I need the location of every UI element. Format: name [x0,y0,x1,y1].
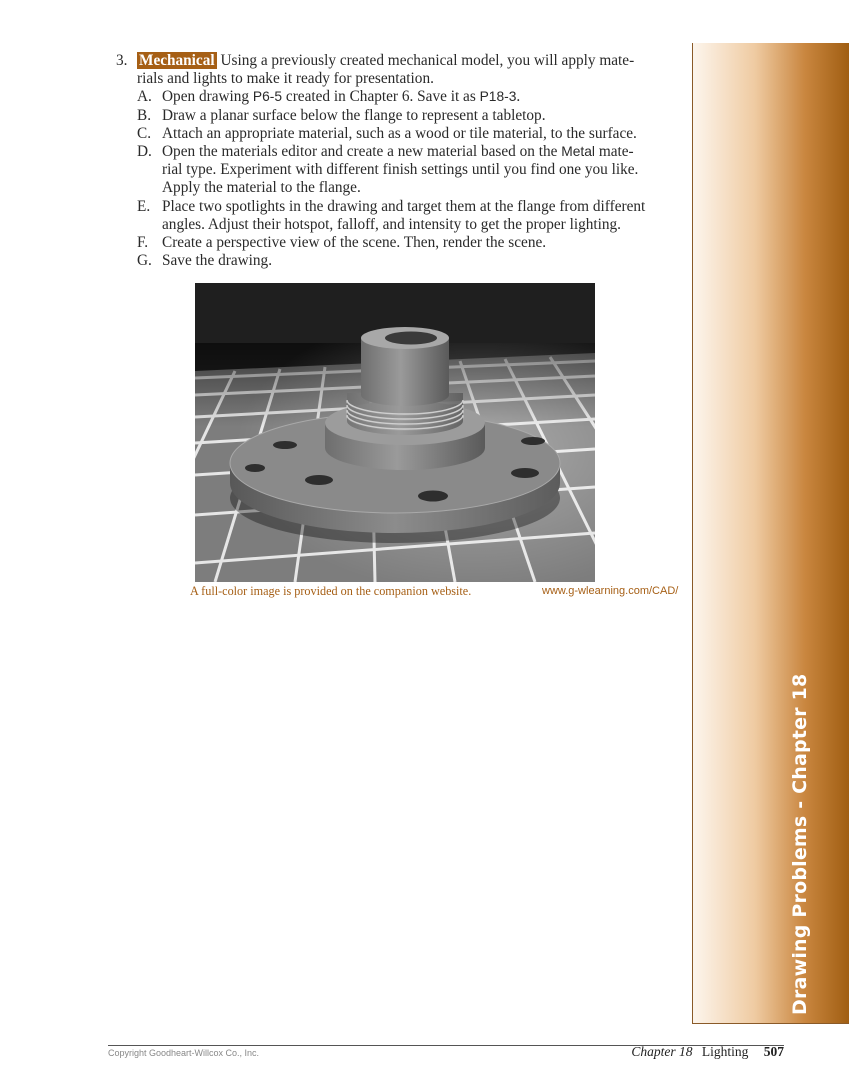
step-line [116,198,684,216]
step-letter: A. [137,88,152,106]
step-line [116,107,684,125]
step-letter: D. [137,143,152,161]
step-letter: F. [137,234,149,252]
step-line [116,252,684,270]
problem-intro-line-2 [116,70,684,88]
flange-render-illustration [195,283,595,582]
side-tab-bottom-border [692,1023,849,1024]
step-text: Attach an appropriate material, such as a wood or tile material, to the surface. [162,124,637,142]
step-text: Save the drawing. [162,252,273,270]
filename-text: Metal [561,144,595,160]
step-text: Draw a planar surface below the flange to represent a tabletop. [162,106,546,124]
step-line [116,179,684,197]
companion-website-link[interactable]: www.g-wlearning.com/CAD/ [542,585,679,597]
figure-caption: A full-color image is provided on the companion website. [190,584,472,598]
side-tab-title: Drawing Problems - Chapter 18 [789,673,811,1015]
rendered-flange-image [195,283,595,582]
category-badge: Mechanical [139,52,215,69]
chapter-side-tab [692,43,849,1024]
step-letter: E. [137,197,151,215]
page-folio [631,1044,784,1060]
folio-topic: Lighting [701,1044,749,1059]
step-text: Create a perspective view of the scene. Then, render the scene. [162,234,547,252]
step-letter: B. [137,106,152,124]
step-line [116,161,684,179]
step-line [116,143,684,161]
step-text: created in Chapter 6. Save it as [282,88,480,106]
step-line [116,216,684,234]
step-text: Open the materials editor and create a new material based on the [162,143,562,161]
step-text: mate- [595,143,634,161]
step-text: angles. Adjust their hotspot, falloff, and intensity to get the proper lighting. [162,215,621,233]
problem-number: 3. [116,52,128,69]
step-list [116,88,684,270]
step-text: Place two spotlights in the drawing and target them at the flange from different [162,197,646,215]
side-tab-border [692,43,693,1024]
filename-text: P18-3 [479,89,517,105]
copyright-notice: Copyright Goodheart-Willcox Co., Inc. [108,1048,260,1058]
step-letter: G. [137,252,152,270]
step-letter: C. [137,124,152,142]
problem-3 [116,52,684,270]
problem-intro-text-2: rials and lights to make it ready for presentation. [137,70,434,88]
step-line [116,125,684,143]
problem-intro [116,52,684,70]
step-text: rial type. Experiment with different finish settings until you find one you like. [162,161,639,179]
step-line [116,234,684,252]
step-text: . [516,88,521,106]
problem-intro-text-1: Using a previously created mechanical model, you will apply mate- [216,52,635,69]
step-text: Open drawing [162,88,253,106]
step-line [116,88,684,106]
step-text: Apply the material to the flange. [162,179,361,197]
page-number: 507 [763,1044,784,1059]
filename-text: P6-5 [252,89,283,105]
folio-chapter: Chapter 18 [631,1044,693,1059]
